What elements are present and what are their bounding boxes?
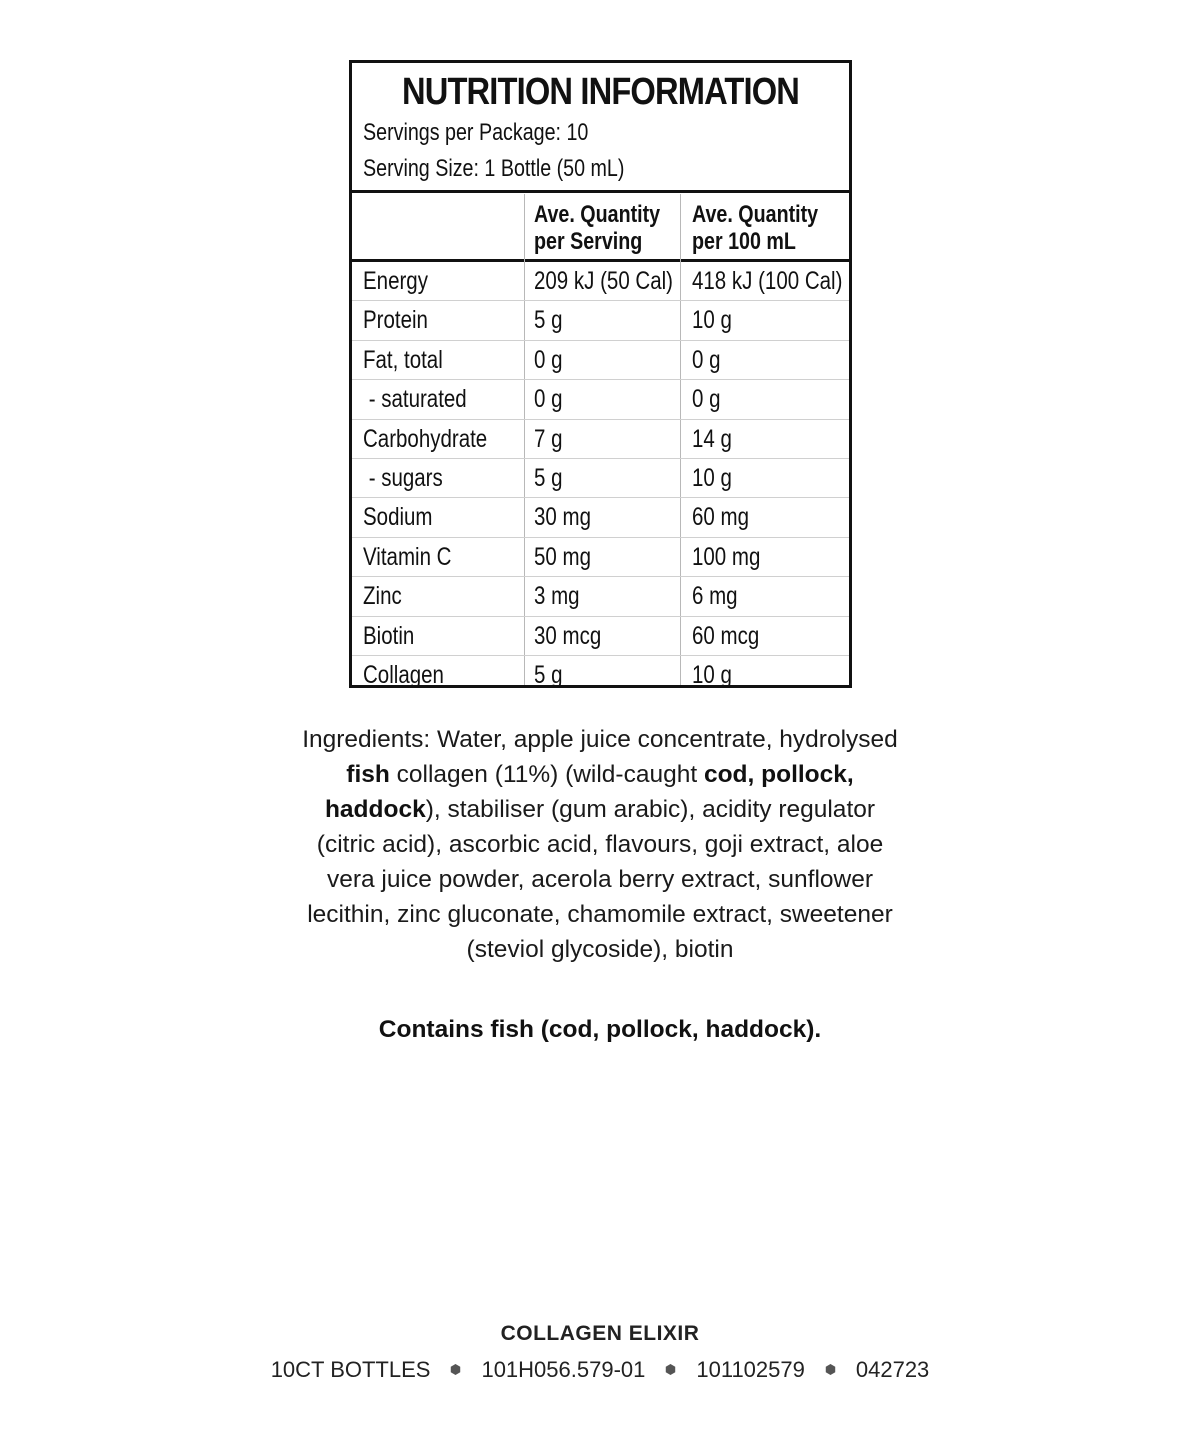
nutrient-row — [352, 576, 849, 615]
product-code: 101102579 — [696, 1357, 805, 1382]
column-header-per-100ml-line1: Ave. Quantity — [692, 201, 819, 228]
per-100ml-value: 0 g — [692, 345, 721, 374]
per-serving-value: 50 mg — [534, 542, 591, 571]
per-100ml-value: 0 g — [692, 385, 721, 414]
per-100ml-value: 10 g — [692, 660, 732, 689]
nutrient-row — [352, 537, 849, 576]
nutrient-row — [352, 497, 849, 536]
servings-per-package: Servings per Package: 10 — [363, 119, 589, 146]
ingredients-part: collagen (11%) (wild-caught — [389, 761, 704, 788]
per-100ml-value: 10 g — [692, 463, 732, 492]
product-code: 101H056.579-01 — [481, 1357, 646, 1382]
per-100ml-value: 14 g — [692, 424, 732, 453]
per-serving-value: 30 mcg — [534, 621, 602, 650]
column-header-per-serving-line1: Ave. Quantity — [534, 201, 661, 228]
nutrient-name: - sugars — [363, 463, 443, 492]
per-serving-value: 0 g — [534, 345, 563, 374]
product-code: 042723 — [855, 1357, 930, 1382]
ingredients-part: ), stabiliser (gum arabic), acidity regulator (citric acid), ascorbic acid, flavours, goji extract, aloe vera juice powder, acerola berry extract, sunflower lecithin, zinc gluconate, chamomile extract, sweetener (steviol glycoside), biotin — [307, 796, 893, 963]
column-header-per-100ml — [692, 201, 818, 255]
nutrient-name: Collagen — [363, 660, 444, 689]
nutrient-name: Vitamin C — [363, 542, 452, 571]
nutrient-row — [352, 340, 849, 379]
nutrient-row — [352, 458, 849, 497]
per-serving-value: 3 mg — [534, 582, 580, 611]
per-serving-value: 5 g — [534, 660, 563, 689]
nutrient-row — [352, 262, 849, 300]
nutrient-rows — [352, 262, 849, 694]
nutrient-name: Sodium — [363, 503, 433, 532]
per-serving-value: 5 g — [534, 463, 563, 492]
nutrient-row — [352, 655, 849, 694]
nutrient-row — [352, 300, 849, 339]
product-codes — [0, 1357, 1200, 1383]
per-serving-value: 209 kJ (50 Cal) — [534, 267, 674, 295]
serving-size: Serving Size: 1 Bottle (50 mL) — [363, 155, 625, 182]
per-100ml-value: 418 kJ (100 Cal) — [692, 267, 843, 295]
nutrient-name: Zinc — [363, 582, 402, 611]
hexagon-dot-icon — [665, 1364, 676, 1375]
product-name: COLLAGEN ELIXIR — [500, 1322, 700, 1345]
per-serving-value: 0 g — [534, 385, 563, 414]
nutrition-panel — [349, 60, 852, 688]
per-serving-value: 5 g — [534, 306, 563, 335]
per-serving-value: 7 g — [534, 424, 563, 453]
allergen-bold: cod, pollock, haddock — [324, 761, 854, 823]
column-header-per-100ml-line2: per 100 mL — [692, 228, 796, 255]
column-header-per-serving-line2: per Serving — [534, 228, 643, 255]
per-100ml-value: 6 mg — [692, 582, 738, 611]
ingredients-text — [300, 722, 900, 967]
allergen-bold: fish — [346, 761, 390, 788]
nutrient-row — [352, 616, 849, 655]
column-header-per-serving — [534, 201, 660, 255]
ingredients-part: Ingredients: Water, apple juice concentrate, hydrolysed — [302, 726, 898, 753]
hexagon-dot-icon — [450, 1364, 461, 1375]
panel-header — [352, 63, 849, 193]
nutrient-name: Fat, total — [363, 345, 443, 374]
hexagon-dot-icon — [825, 1364, 836, 1375]
column-headers — [352, 193, 849, 262]
product-code: 10CT BOTTLES — [270, 1357, 431, 1382]
nutrient-row — [352, 379, 849, 418]
per-100ml-value: 60 mcg — [692, 621, 760, 650]
per-100ml-value: 60 mg — [692, 503, 749, 532]
nutrient-name: Protein — [363, 306, 428, 335]
per-serving-value: 30 mg — [534, 503, 591, 532]
allergen-statement: Contains fish (cod, pollock, haddock). — [378, 1016, 822, 1043]
nutrient-name: Biotin — [363, 621, 415, 650]
nutrient-name: - saturated — [363, 385, 467, 414]
per-100ml-value: 10 g — [692, 306, 732, 335]
per-100ml-value: 100 mg — [692, 542, 761, 571]
panel-title: NUTRITION INFORMATION — [401, 71, 800, 113]
nutrient-name: Carbohydrate — [363, 424, 488, 453]
nutrient-name: Energy — [363, 267, 428, 295]
nutrient-row — [352, 419, 849, 458]
